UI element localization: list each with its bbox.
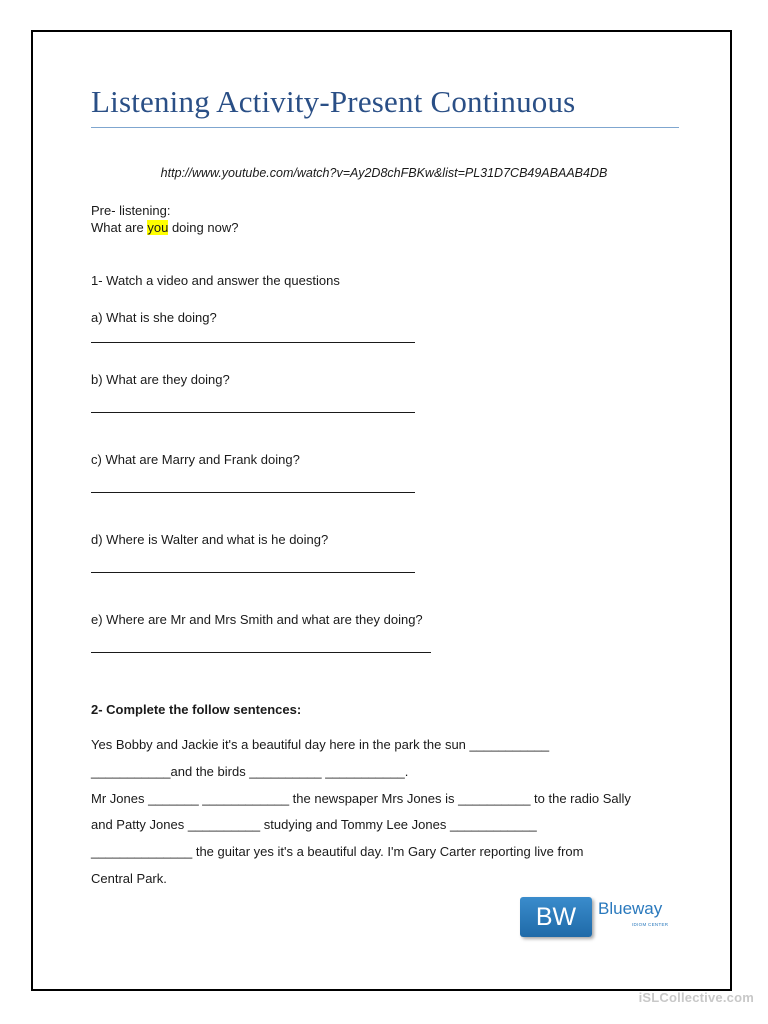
video-url[interactable]: http://www.youtube.com/watch?v=Ay2D8chFBKw&list=PL31D7CB49ABAAB4DB <box>160 166 608 180</box>
sentence-line-1: Yes Bobby and Jackie it's a beautiful day here in the park the sun ___________ <box>91 737 550 752</box>
section-2-heading: 2- Complete the follow sentences: <box>91 702 302 717</box>
answer-line-b[interactable] <box>91 412 415 413</box>
question-b: b) What are they doing? <box>91 372 230 387</box>
sentence-line-2: ___________and the birds __________ ___________. <box>91 764 409 779</box>
question-e: e) Where are Mr and Mrs Smith and what are they doing? <box>91 612 423 627</box>
blueway-logo <box>520 895 680 941</box>
question-text-end: doing now? <box>168 220 239 235</box>
pre-listening-question <box>91 220 238 235</box>
sentence-line-5: ______________ the guitar yes it's a beautiful day. I'm Gary Carter reporting live from <box>91 844 584 859</box>
question-text-start: What are <box>91 220 148 235</box>
answer-line-a[interactable] <box>91 342 415 343</box>
title-underline <box>91 127 679 128</box>
sentence-line-3: Mr Jones _______ ____________ the newspaper Mrs Jones is __________ to the radio Sally <box>91 791 631 806</box>
sentence-line-4: and Patty Jones __________ studying and Tommy Lee Jones ____________ <box>91 817 537 832</box>
question-a: a) What is she doing? <box>91 310 217 325</box>
highlighted-word: you <box>147 220 169 235</box>
answer-line-e[interactable] <box>91 652 431 653</box>
question-d: d) Where is Walter and what is he doing? <box>91 532 329 547</box>
logo-name: Blueway <box>598 899 663 918</box>
answer-line-d[interactable] <box>91 572 415 573</box>
answer-line-c[interactable] <box>91 492 415 493</box>
logo-subtitle: IDIOM CENTER <box>632 922 669 927</box>
sentence-line-6: Central Park. <box>91 871 167 886</box>
question-c: c) What are Marry and Frank doing? <box>91 452 300 467</box>
section-1-heading: 1- Watch a video and answer the questions <box>91 273 340 288</box>
logo-initials: BW <box>520 897 592 937</box>
watermark: iSLCollective.com <box>638 990 754 1005</box>
page-title: Listening Activity-Present Continuous <box>91 84 576 119</box>
pre-listening-label: Pre- listening: <box>91 203 171 218</box>
